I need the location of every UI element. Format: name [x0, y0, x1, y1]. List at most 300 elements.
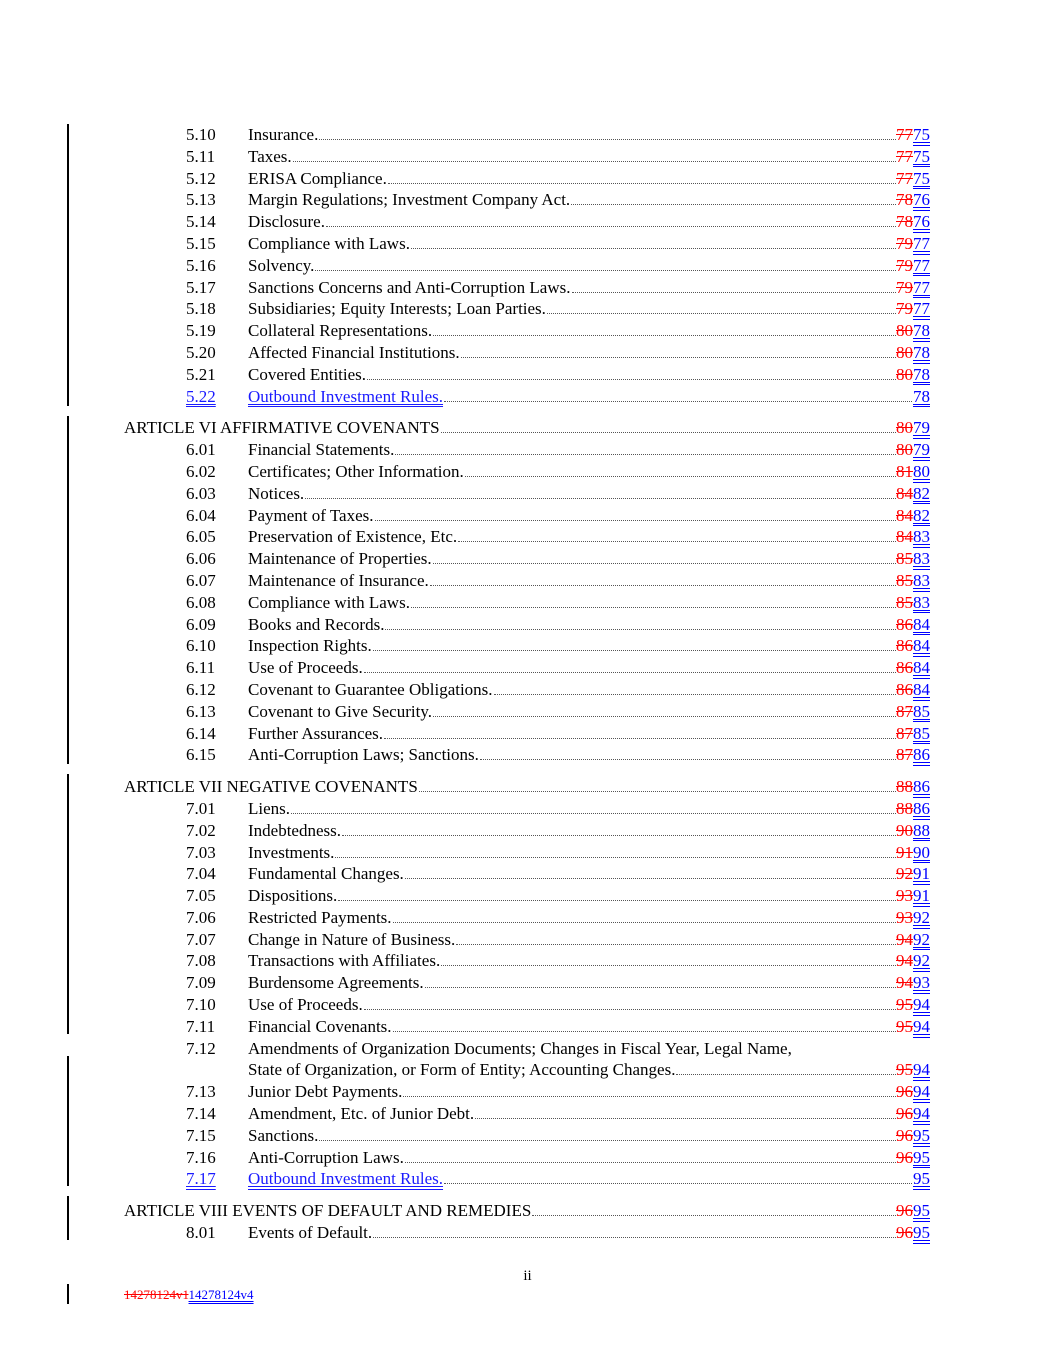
inserted-page-number: 83: [913, 527, 930, 547]
deleted-page-number: 86: [896, 636, 913, 656]
page-reference: [913, 1168, 930, 1190]
page-reference: [896, 1081, 930, 1103]
section-number: 5.11: [186, 146, 216, 166]
toc-entry[interactable]: [0, 548, 1055, 570]
deleted-page-number: 80: [896, 364, 913, 384]
section-number: 6.13: [186, 701, 216, 721]
inserted-page-number: 84: [913, 679, 930, 699]
toc-article-heading[interactable]: [0, 776, 1055, 798]
dot-leader: [305, 484, 928, 499]
inserted-page-number: 85: [913, 723, 930, 743]
section-number: 7.09: [186, 973, 216, 993]
page-reference: [896, 1059, 930, 1081]
dot-leader: [411, 234, 928, 249]
page-reference: [896, 505, 930, 527]
page-reference: [896, 635, 930, 657]
dot-leader: [319, 125, 928, 140]
toc-entry[interactable]: [0, 679, 1055, 701]
page-reference: [896, 701, 930, 723]
inserted-page-number: 94: [913, 1104, 930, 1124]
section-title: [248, 505, 930, 527]
page-reference: [896, 907, 930, 929]
section-title: [248, 233, 930, 255]
deleted-page-number: 96: [896, 1147, 913, 1167]
inserted-page-number: 77: [913, 299, 930, 319]
dot-leader: [342, 821, 928, 836]
dot-leader: [395, 440, 928, 455]
inserted-page-number: 77: [913, 233, 930, 253]
page-reference: [896, 1016, 930, 1038]
section-number: 5.12: [186, 168, 216, 188]
section-title-text: Change in Nature of Business.: [248, 929, 456, 949]
section-title: [248, 950, 930, 972]
toc-article-heading[interactable]: [0, 417, 1055, 439]
dot-leader: [425, 973, 928, 988]
toc-entry[interactable]: [0, 592, 1055, 614]
page-reference: [896, 592, 930, 614]
deleted-page-number: 80: [896, 418, 913, 438]
toc-entry[interactable]: [0, 124, 1055, 146]
toc-entry[interactable]: [0, 277, 1055, 299]
dot-leader: [441, 951, 928, 966]
section-number: 5.16: [186, 255, 216, 275]
section-number: 7.08: [186, 951, 216, 971]
toc-entry[interactable]: [0, 168, 1055, 190]
toc-entry[interactable]: [0, 798, 1055, 820]
section-title: [248, 592, 930, 614]
deleted-page-number: 94: [896, 973, 913, 993]
dot-leader: [364, 995, 928, 1010]
inserted-page-number: 82: [913, 483, 930, 503]
section-title: [248, 146, 930, 168]
inserted-page-number: 86: [913, 745, 930, 765]
dot-leader: [444, 387, 928, 402]
toc-entry[interactable]: [0, 570, 1055, 592]
page-reference: [896, 798, 930, 820]
section-number: 6.12: [186, 679, 216, 699]
dot-leader: [375, 506, 929, 521]
section-number: 6.04: [186, 505, 216, 525]
section-number: 7.03: [186, 842, 216, 862]
toc-entry[interactable]: [0, 1016, 1055, 1038]
section-title-text: Compliance with Laws.: [248, 592, 410, 612]
section-title-text: State of Organization, or Form of Entity; Accounting Changes.: [248, 1060, 676, 1080]
toc-entry[interactable]: [0, 863, 1055, 885]
section-title-text: Outbound Investment Rules.: [248, 386, 444, 406]
toc-entry[interactable]: [0, 439, 1055, 461]
page-number: ii: [523, 1268, 532, 1284]
inserted-page-number: 95: [913, 1147, 930, 1167]
toc-entry[interactable]: [0, 146, 1055, 168]
dot-leader: [291, 799, 928, 814]
deleted-page-number: 78: [896, 212, 913, 232]
section-number: 5.21: [186, 364, 216, 384]
inserted-page-number: 77: [913, 255, 930, 275]
section-title-text: Junior Debt Payments.: [248, 1082, 403, 1102]
toc-entry[interactable]: [0, 342, 1055, 364]
toc-entry[interactable]: [0, 1222, 1055, 1244]
inserted-page-number: 75: [913, 146, 930, 166]
section-title-text: Covered Entities.: [248, 364, 367, 384]
section-title: [248, 679, 930, 701]
inserted-page-number: 78: [913, 364, 930, 384]
section-number: 5.19: [186, 321, 216, 341]
toc-entry[interactable]: [0, 298, 1055, 320]
section-title-text: ARTICLE VI AFFIRMATIVE COVENANTS: [124, 418, 440, 438]
toc-entry[interactable]: [0, 461, 1055, 483]
inserted-page-number: 94: [913, 1060, 930, 1080]
dot-leader: [388, 169, 928, 184]
section-title: [248, 635, 930, 657]
section-title: [248, 1222, 930, 1244]
toc-entry[interactable]: [0, 1081, 1055, 1103]
toc-entry[interactable]: [0, 842, 1055, 864]
section-title-text: Restricted Payments.: [248, 907, 392, 927]
toc-entry[interactable]: [0, 614, 1055, 636]
toc-entry[interactable]: [0, 1103, 1055, 1125]
section-title: [248, 842, 930, 864]
deleted-page-number: 94: [896, 951, 913, 971]
deleted-page-number: 86: [896, 614, 913, 634]
toc-entry[interactable]: [0, 189, 1055, 211]
toc-entry[interactable]: [0, 1125, 1055, 1147]
section-title: [248, 570, 930, 592]
section-title: [248, 277, 930, 299]
page-reference: [896, 417, 930, 439]
deleted-page-number: 95: [896, 1016, 913, 1036]
inserted-page-number: 88: [913, 820, 930, 840]
deleted-page-number: 84: [896, 505, 913, 525]
inserted-page-number: 78: [913, 342, 930, 362]
toc-entry[interactable]: [0, 994, 1055, 1016]
section-title: [248, 211, 930, 233]
page-reference: [896, 972, 930, 994]
dot-leader: [458, 527, 928, 542]
inserted-page-number: 78: [913, 321, 930, 341]
inserted-page-number: 84: [913, 658, 930, 678]
section-number: 6.01: [186, 440, 216, 460]
section-title: [248, 885, 930, 907]
dot-leader: [441, 418, 928, 433]
dot-leader: [456, 930, 928, 945]
section-title: [248, 907, 930, 929]
toc-entry[interactable]: [0, 723, 1055, 745]
toc-entry[interactable]: [0, 211, 1055, 233]
page-reference: [896, 548, 930, 570]
section-title: [248, 483, 930, 505]
section-title: [124, 417, 930, 439]
section-title: [124, 776, 930, 798]
dot-leader: [326, 212, 928, 227]
section-title: [248, 320, 930, 342]
section-title: [248, 1038, 930, 1082]
inserted-page-number: 93: [913, 973, 930, 993]
page-reference: [896, 298, 930, 320]
inserted-page-number: 94: [913, 1016, 930, 1036]
page-reference: [896, 842, 930, 864]
section-number: 6.09: [186, 614, 216, 634]
section-title-text: Insurance.: [248, 125, 319, 144]
section-title: [248, 342, 930, 364]
section-title-text: Disclosure.: [248, 212, 325, 232]
page-reference: [896, 168, 930, 190]
dot-leader: [403, 1082, 928, 1097]
deleted-page-number: 91: [896, 842, 913, 862]
section-number: 7.07: [186, 929, 216, 949]
section-title-text: Burdensome Agreements.: [248, 973, 424, 993]
deleted-page-number: 93: [896, 886, 913, 906]
section-title: [248, 723, 930, 745]
page-reference: [896, 885, 930, 907]
section-number: 7.05: [186, 886, 216, 906]
inserted-page-number: 78: [913, 386, 930, 406]
toc-entry[interactable]: [0, 885, 1055, 907]
section-title: [248, 994, 930, 1016]
inserted-page-number: 75: [913, 125, 930, 144]
deleted-page-number: 96: [896, 1223, 913, 1243]
deleted-page-number: 88: [896, 798, 913, 818]
page-reference: [896, 570, 930, 592]
inserted-page-number: 83: [913, 549, 930, 569]
document-id-inserted: 14278124v4: [188, 1287, 254, 1302]
deleted-page-number: 93: [896, 907, 913, 927]
section-title-text: Margin Regulations; Investment Company Act.: [248, 190, 571, 210]
deleted-page-number: 87: [896, 745, 913, 765]
dot-leader: [532, 1201, 928, 1216]
dot-leader: [572, 278, 929, 293]
section-title-text: Indebtedness.: [248, 820, 342, 840]
section-title-text: Taxes.: [248, 146, 292, 166]
section-title: [248, 255, 930, 277]
inserted-page-number: 76: [913, 190, 930, 210]
inserted-page-number: 95: [913, 1169, 930, 1189]
section-title: [248, 364, 930, 386]
dot-leader: [475, 1104, 928, 1119]
dot-leader: [430, 571, 928, 586]
section-number: 7.02: [186, 820, 216, 840]
section-number: 6.06: [186, 549, 216, 569]
section-title-text: Preservation of Existence, Etc.: [248, 527, 458, 547]
deleted-page-number: 77: [896, 125, 913, 144]
dot-leader: [335, 843, 928, 858]
section-title: [248, 1103, 930, 1125]
section-number: 5.10: [186, 125, 216, 144]
section-title-text: Sanctions.: [248, 1125, 319, 1145]
toc-entry[interactable]: [0, 526, 1055, 548]
toc-entry[interactable]: [0, 1168, 1055, 1190]
section-title-text: ARTICLE VII NEGATIVE COVENANTS: [124, 777, 418, 797]
toc-entry[interactable]: [0, 505, 1055, 527]
table-of-contents: [0, 124, 1055, 1244]
inserted-page-number: 84: [913, 614, 930, 634]
section-number: 8.01: [186, 1223, 216, 1243]
change-bar: [67, 1284, 69, 1304]
toc-entry[interactable]: [0, 233, 1055, 255]
section-title-text: Liens.: [248, 798, 291, 818]
dot-leader: [480, 745, 928, 760]
section-title-text: Anti-Corruption Laws; Sanctions.: [248, 745, 479, 765]
section-title-text: Collateral Representations.: [248, 321, 433, 341]
toc-entry[interactable]: [0, 657, 1055, 679]
toc-entry[interactable]: [0, 950, 1055, 972]
inserted-page-number: 91: [913, 864, 930, 884]
inserted-page-number: 91: [913, 886, 930, 906]
toc-entry[interactable]: [0, 1038, 1055, 1082]
document-id-deleted: 14278124v1: [124, 1287, 189, 1302]
section-title-text: Further Assurances.: [248, 723, 384, 743]
inserted-page-number: 83: [913, 570, 930, 590]
section-title-text: Certificates; Other Information.: [248, 461, 464, 481]
page-reference: [896, 124, 930, 146]
dot-leader: [405, 1148, 928, 1163]
inserted-page-number: 80: [913, 461, 930, 481]
deleted-page-number: 90: [896, 820, 913, 840]
section-number: 7.04: [186, 864, 216, 884]
deleted-page-number: 92: [896, 864, 913, 884]
section-title: [248, 298, 930, 320]
deleted-page-number: 79: [896, 277, 913, 297]
deleted-page-number: 96: [896, 1125, 913, 1145]
deleted-page-number: 80: [896, 440, 913, 460]
deleted-page-number: 79: [896, 233, 913, 253]
inserted-page-number: 86: [913, 798, 930, 818]
inserted-page-number: 77: [913, 277, 930, 297]
section-title-text: Use of Proceeds.: [248, 995, 363, 1015]
page-reference: [896, 189, 930, 211]
section-title: [248, 701, 930, 723]
page-reference: [896, 744, 930, 766]
dot-leader: [419, 777, 928, 792]
toc-entry[interactable]: [0, 320, 1055, 342]
section-title-text: ERISA Compliance.: [248, 168, 387, 188]
dot-leader: [676, 1060, 928, 1075]
dot-leader: [571, 190, 928, 205]
inserted-page-number: 92: [913, 951, 930, 971]
section-number: 5.22: [186, 386, 216, 406]
deleted-page-number: 85: [896, 592, 913, 612]
inserted-page-number: 95: [913, 1125, 930, 1145]
inserted-page-number: 95: [913, 1201, 930, 1221]
section-title: [248, 1125, 930, 1147]
section-title-text: Financial Statements.: [248, 440, 395, 460]
deleted-page-number: 79: [896, 299, 913, 319]
toc-entry[interactable]: [0, 972, 1055, 994]
toc-entry[interactable]: [0, 820, 1055, 842]
section-title: [248, 1081, 930, 1103]
section-title-line-2: [248, 1059, 930, 1081]
dot-leader: [338, 886, 928, 901]
toc-entry[interactable]: [0, 929, 1055, 951]
section-number: 5.15: [186, 233, 216, 253]
section-title-text: Use of Proceeds.: [248, 658, 363, 678]
section-number: 6.14: [186, 723, 216, 743]
section-title-text: Solvency.: [248, 255, 315, 275]
section-title: [248, 1168, 930, 1190]
inserted-page-number: 82: [913, 505, 930, 525]
page-reference: [896, 233, 930, 255]
section-title: [248, 1147, 930, 1169]
section-title: [248, 820, 930, 842]
deleted-page-number: 95: [896, 995, 913, 1015]
section-title-text: Affected Financial Institutions.: [248, 342, 460, 362]
page-reference: [896, 1200, 930, 1222]
toc-article-heading[interactable]: [0, 1200, 1055, 1222]
dot-leader: [465, 462, 928, 477]
page-reference: [896, 723, 930, 745]
deleted-page-number: 87: [896, 723, 913, 743]
toc-entry[interactable]: [0, 386, 1055, 408]
section-number: 5.13: [186, 190, 216, 210]
section-number: 7.12: [186, 1038, 216, 1058]
section-title-text: Covenant to Guarantee Obligations.: [248, 679, 493, 699]
section-title-text: Investments.: [248, 842, 335, 862]
toc-entry[interactable]: [0, 635, 1055, 657]
section-title-text: Dispositions.: [248, 886, 338, 906]
section-number: 7.10: [186, 995, 216, 1015]
section-number: 7.16: [186, 1147, 216, 1167]
page-reference: [896, 526, 930, 548]
section-number: 5.17: [186, 277, 216, 297]
toc-entry[interactable]: [0, 364, 1055, 386]
page-reference: [896, 211, 930, 233]
section-number: 6.03: [186, 483, 216, 503]
dot-leader: [433, 321, 928, 336]
page-reference: [896, 1147, 930, 1169]
page-reference: [896, 483, 930, 505]
section-title-text: Inspection Rights.: [248, 636, 372, 656]
toc-entry[interactable]: [0, 483, 1055, 505]
page-reference: [896, 1125, 930, 1147]
section-title-text: Anti-Corruption Laws.: [248, 1147, 404, 1167]
page-reference: [896, 1103, 930, 1125]
toc-entry[interactable]: [0, 907, 1055, 929]
toc-entry[interactable]: [0, 255, 1055, 277]
deleted-page-number: 84: [896, 483, 913, 503]
section-number: 6.07: [186, 570, 216, 590]
page-reference: [896, 342, 930, 364]
deleted-page-number: 80: [896, 321, 913, 341]
section-title: [248, 744, 930, 766]
section-title: [248, 1016, 930, 1038]
section-number: 6.08: [186, 592, 216, 612]
dot-leader: [405, 864, 928, 879]
deleted-page-number: 81: [896, 461, 913, 481]
section-number: 7.14: [186, 1104, 216, 1124]
page-reference: [896, 255, 930, 277]
toc-entry[interactable]: [0, 1147, 1055, 1169]
section-title-text: Books and Records.: [248, 614, 385, 634]
section-title-text: Payment of Taxes.: [248, 505, 374, 525]
section-title: [124, 1200, 930, 1222]
toc-entry[interactable]: [0, 701, 1055, 723]
inserted-page-number: 79: [913, 440, 930, 460]
deleted-page-number: 96: [896, 1082, 913, 1102]
page-reference: [896, 364, 930, 386]
dot-leader: [433, 702, 928, 717]
section-title: [248, 189, 930, 211]
section-title: [248, 863, 930, 885]
toc-entry[interactable]: [0, 744, 1055, 766]
section-title-text: Sanctions Concerns and Anti-Corruption Laws.: [248, 277, 571, 297]
page-reference: [896, 679, 930, 701]
inserted-page-number: 94: [913, 995, 930, 1015]
deleted-page-number: 94: [896, 929, 913, 949]
page-reference: [896, 146, 930, 168]
inserted-page-number: 90: [913, 842, 930, 862]
inserted-page-number: 92: [913, 907, 930, 927]
inserted-page-number: 79: [913, 418, 930, 438]
page-reference: [896, 776, 930, 798]
